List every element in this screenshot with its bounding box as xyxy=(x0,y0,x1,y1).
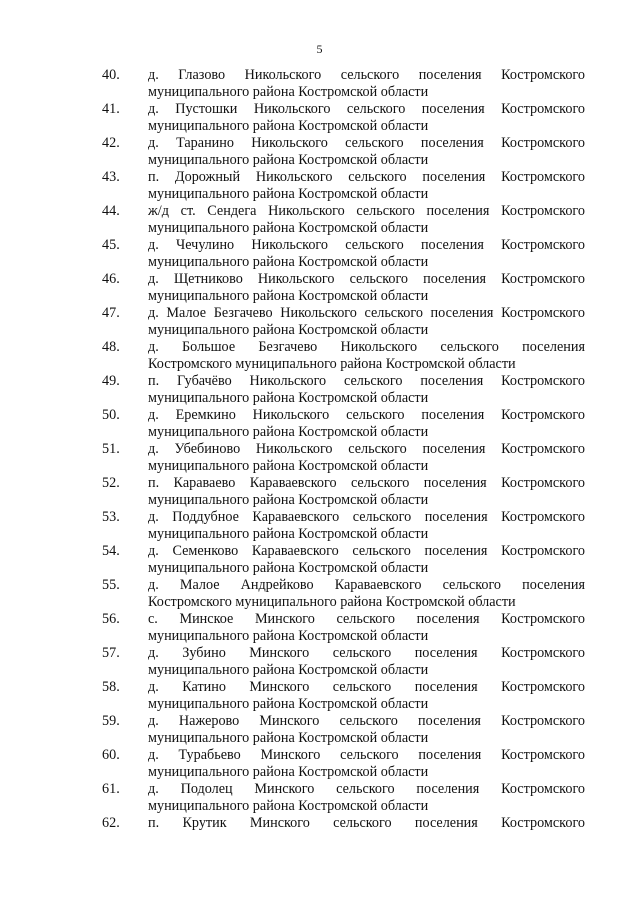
item-line-2: муниципального района Костромской области xyxy=(148,764,429,780)
item-line-2: муниципального района Костромской области xyxy=(148,696,429,712)
item-line-1: д. Убебиново Никольского сельского поселения Костромского xyxy=(148,441,585,457)
item-line-1: д. Пустошки Никольского сельского поселения Костромского xyxy=(148,101,585,117)
list-item xyxy=(0,747,639,781)
list-item xyxy=(0,135,639,169)
item-number: 61. xyxy=(102,781,120,797)
item-line-2: муниципального района Костромской области xyxy=(148,84,429,100)
list-item xyxy=(0,339,639,373)
item-number: 62. xyxy=(102,815,120,831)
item-number: 40. xyxy=(102,67,120,83)
item-line-1: ж/д ст. Сендега Никольского сельского поселения Костромского xyxy=(148,203,585,219)
list-item xyxy=(0,679,639,713)
item-text xyxy=(148,815,585,832)
item-line-2: муниципального района Костромской области xyxy=(148,798,429,814)
list-item xyxy=(0,577,639,611)
item-line-2: муниципального района Костромской области xyxy=(148,730,429,746)
item-line-2: муниципального района Костромской области xyxy=(148,628,429,644)
item-number: 43. xyxy=(102,169,120,185)
item-line-2: муниципального района Костромской области xyxy=(148,118,429,134)
item-line-2: муниципального района Костромской области xyxy=(148,662,429,678)
item-line-2: муниципального района Костромской области xyxy=(148,152,429,168)
item-text xyxy=(148,373,585,407)
list-item xyxy=(0,407,639,441)
item-number: 60. xyxy=(102,747,120,763)
item-line-1: д. Малое Андрейково Караваевского сельского поселения xyxy=(148,577,585,593)
item-number: 57. xyxy=(102,645,120,661)
item-line-1: д. Щетниково Никольского сельского поселения Костромского xyxy=(148,271,585,287)
item-line-1: д. Семенково Караваевского сельского поселения Костромского xyxy=(148,543,585,559)
item-text xyxy=(148,169,585,203)
item-line-2: муниципального района Костромской области xyxy=(148,458,429,474)
item-line-2: муниципального района Костромской области xyxy=(148,390,429,406)
list-item xyxy=(0,781,639,815)
item-line-1: д. Подолец Минского сельского поселения Костромского xyxy=(148,781,585,797)
item-number: 44. xyxy=(102,203,120,219)
item-number: 46. xyxy=(102,271,120,287)
list-item xyxy=(0,509,639,543)
item-number: 58. xyxy=(102,679,120,695)
item-text xyxy=(148,645,585,679)
item-number: 45. xyxy=(102,237,120,253)
item-line-1: д. Турабьево Минского сельского поселения Костромского xyxy=(148,747,585,763)
list-item xyxy=(0,305,639,339)
item-line-1: д. Еремкино Никольского сельского поселения Костромского xyxy=(148,407,585,423)
item-line-1: п. Дорожный Никольского сельского поселения Костромского xyxy=(148,169,585,185)
list-item xyxy=(0,67,639,101)
list-item xyxy=(0,475,639,509)
item-line-1: д. Большое Безгачево Никольского сельского поселения xyxy=(148,339,585,355)
item-number: 50. xyxy=(102,407,120,423)
item-line-1: п. Крутик Минского сельского поселения Костромского xyxy=(148,815,585,831)
item-line-2: муниципального района Костромской области xyxy=(148,526,429,542)
item-text xyxy=(148,747,585,781)
item-text xyxy=(148,441,585,475)
list-item xyxy=(0,543,639,577)
list-item xyxy=(0,271,639,305)
item-text xyxy=(148,679,585,713)
item-text xyxy=(148,475,585,509)
list-item xyxy=(0,713,639,747)
item-line-1: д. Нажерово Минского сельского поселения Костромского xyxy=(148,713,585,729)
item-number: 48. xyxy=(102,339,120,355)
item-text xyxy=(148,713,585,747)
item-number: 41. xyxy=(102,101,120,117)
item-line-1: д. Малое Безгачево Никольского сельского поселения Костромского xyxy=(148,305,585,321)
item-text xyxy=(148,577,585,611)
item-number: 59. xyxy=(102,713,120,729)
item-text xyxy=(148,509,585,543)
item-text xyxy=(148,67,585,101)
item-number: 52. xyxy=(102,475,120,491)
item-line-1: д. Чечулино Никольского сельского поселения Костромского xyxy=(148,237,585,253)
item-line-2: муниципального района Костромской области xyxy=(148,288,429,304)
item-line-2: муниципального района Костромской области xyxy=(148,322,429,338)
item-text xyxy=(148,407,585,441)
item-text xyxy=(148,543,585,577)
list-item xyxy=(0,169,639,203)
item-line-2: Костромского муниципального района Костромской области xyxy=(148,594,516,610)
item-line-1: п. Губачёво Никольского сельского поселения Костромского xyxy=(148,373,585,389)
page-number: 5 xyxy=(316,42,323,56)
list-item xyxy=(0,441,639,475)
item-line-2: Костромского муниципального района Костромской области xyxy=(148,356,516,372)
item-text xyxy=(148,203,585,237)
item-line-2: муниципального района Костромской области xyxy=(148,492,429,508)
item-line-1: д. Зубино Минского сельского поселения Костромского xyxy=(148,645,585,661)
item-line-1: д. Катино Минского сельского поселения Костромского xyxy=(148,679,585,695)
item-number: 51. xyxy=(102,441,120,457)
item-line-1: д. Поддубное Караваевского сельского поселения Костромского xyxy=(148,509,585,525)
item-line-1: д. Таранино Никольского сельского поселения Костромского xyxy=(148,135,585,151)
item-text xyxy=(148,237,585,271)
settlement-list xyxy=(0,67,639,849)
list-item xyxy=(0,237,639,271)
list-item xyxy=(0,101,639,135)
list-item xyxy=(0,373,639,407)
item-line-2: муниципального района Костромской области xyxy=(148,560,429,576)
item-line-2: муниципального района Костромской области xyxy=(148,186,429,202)
list-item xyxy=(0,203,639,237)
item-number: 53. xyxy=(102,509,120,525)
item-text xyxy=(148,781,585,815)
item-line-1: п. Караваево Караваевского сельского поселения Костромского xyxy=(148,475,585,491)
item-number: 42. xyxy=(102,135,120,151)
item-text xyxy=(148,101,585,135)
list-item xyxy=(0,611,639,645)
item-text xyxy=(148,339,585,373)
item-line-2: муниципального района Костромской области xyxy=(148,254,429,270)
item-number: 54. xyxy=(102,543,120,559)
item-text xyxy=(148,611,585,645)
item-line-1: с. Минское Минского сельского поселения Костромского xyxy=(148,611,585,627)
item-text xyxy=(148,135,585,169)
item-number: 55. xyxy=(102,577,120,593)
item-number: 49. xyxy=(102,373,120,389)
item-text xyxy=(148,305,585,339)
item-text xyxy=(148,271,585,305)
item-number: 56. xyxy=(102,611,120,627)
item-line-2: муниципального района Костромской области xyxy=(148,220,429,236)
item-line-1: д. Глазово Никольского сельского поселения Костромского xyxy=(148,67,585,83)
item-number: 47. xyxy=(102,305,120,321)
list-item xyxy=(0,815,639,849)
list-item xyxy=(0,645,639,679)
item-line-2: муниципального района Костромской области xyxy=(148,424,429,440)
